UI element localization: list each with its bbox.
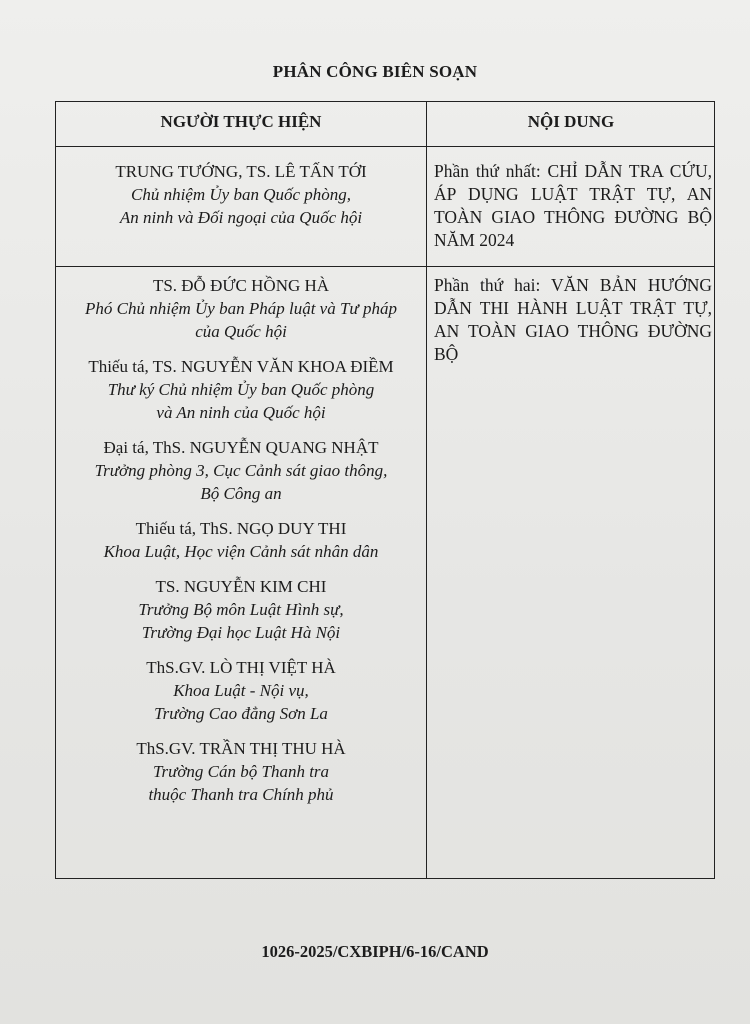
author-role: Trưởng Bộ môn Luật Hình sự, — [138, 600, 344, 619]
author-role: Bộ Công an — [200, 484, 282, 503]
author-role: Thư ký Chủ nhiệm Ủy ban Quốc phòng — [107, 380, 375, 399]
publication-code: 1026-2025/CXBIPH/6-16/CAND — [261, 942, 489, 961]
author-entry — [56, 355, 426, 424]
author-role: Trưởng phòng 3, Cục Cảnh sát giao thông, — [94, 461, 388, 480]
author-role: Trường Cán bộ Thanh tra — [152, 762, 330, 781]
author-role: thuộc Thanh tra Chính phủ — [148, 785, 334, 804]
author-name: ThS.GV. TRẦN THỊ THU HÀ — [136, 739, 346, 758]
row1-people — [56, 160, 426, 241]
author-role: Trường Cao đẳng Sơn La — [154, 704, 328, 723]
author-name: TS. ĐỖ ĐỨC HỒNG HÀ — [152, 276, 330, 295]
header-performer: NGƯỜI THỰC HIỆN — [160, 112, 322, 131]
assignment-table — [55, 101, 715, 879]
row2-content: Phần thứ hai: VĂN BẢN HƯỚNG DẪN THI HÀNH LUẬT TRẬT TỰ, AN TOÀN GIAO THÔNG ĐƯỜNG BỘ — [434, 275, 712, 364]
author-name: TS. NGUYỄN KIM CHI — [155, 577, 327, 596]
author-role: và An ninh của Quốc hội — [156, 403, 326, 422]
author-name: TRUNG TƯỚNG, TS. LÊ TẤN TỚI — [115, 162, 367, 181]
author-role: Khoa Luật, Học viện Cảnh sát nhân dân — [103, 542, 379, 561]
author-entry — [56, 517, 426, 563]
author-entry — [56, 737, 426, 806]
page-title: PHÂN CÔNG BIÊN SOẠN — [272, 62, 478, 81]
author-entry — [56, 656, 426, 725]
author-role: Khoa Luật - Nội vụ, — [173, 681, 309, 700]
row2-people — [56, 274, 426, 818]
author-name: Thiếu tá, TS. NGUYỄN VĂN KHOA ĐIỀM — [88, 357, 394, 376]
row-divider — [56, 266, 714, 267]
header-content: NỘI DUNG — [527, 112, 615, 131]
author-name: Đại tá, ThS. NGUYỄN QUANG NHẬT — [103, 438, 379, 457]
author-entry — [56, 575, 426, 644]
header-divider — [56, 146, 714, 147]
author-role: Trường Đại học Luật Hà Nội — [141, 623, 341, 642]
row1-content: Phần thứ nhất: CHỈ DẪN TRA CỨU, ÁP DỤNG LUẬT TRẬT TỰ, AN TOÀN GIAO THÔNG ĐƯỜNG BỘ NĂM 2024 — [434, 161, 712, 250]
author-entry — [56, 160, 426, 229]
author-role: An ninh và Đối ngoại của Quốc hội — [119, 208, 363, 227]
author-role: Chủ nhiệm Ủy ban Quốc phòng, — [130, 185, 352, 204]
author-role: Phó Chủ nhiệm Ủy ban Pháp luật và Tư pháp — [85, 299, 397, 318]
author-entry — [56, 274, 426, 343]
author-name: Thiếu tá, ThS. NGỌ DUY THI — [135, 519, 347, 538]
author-role: của Quốc hội — [195, 322, 287, 341]
column-divider — [426, 102, 427, 878]
author-entry — [56, 436, 426, 505]
author-name: ThS.GV. LÒ THỊ VIỆT HÀ — [146, 658, 336, 677]
